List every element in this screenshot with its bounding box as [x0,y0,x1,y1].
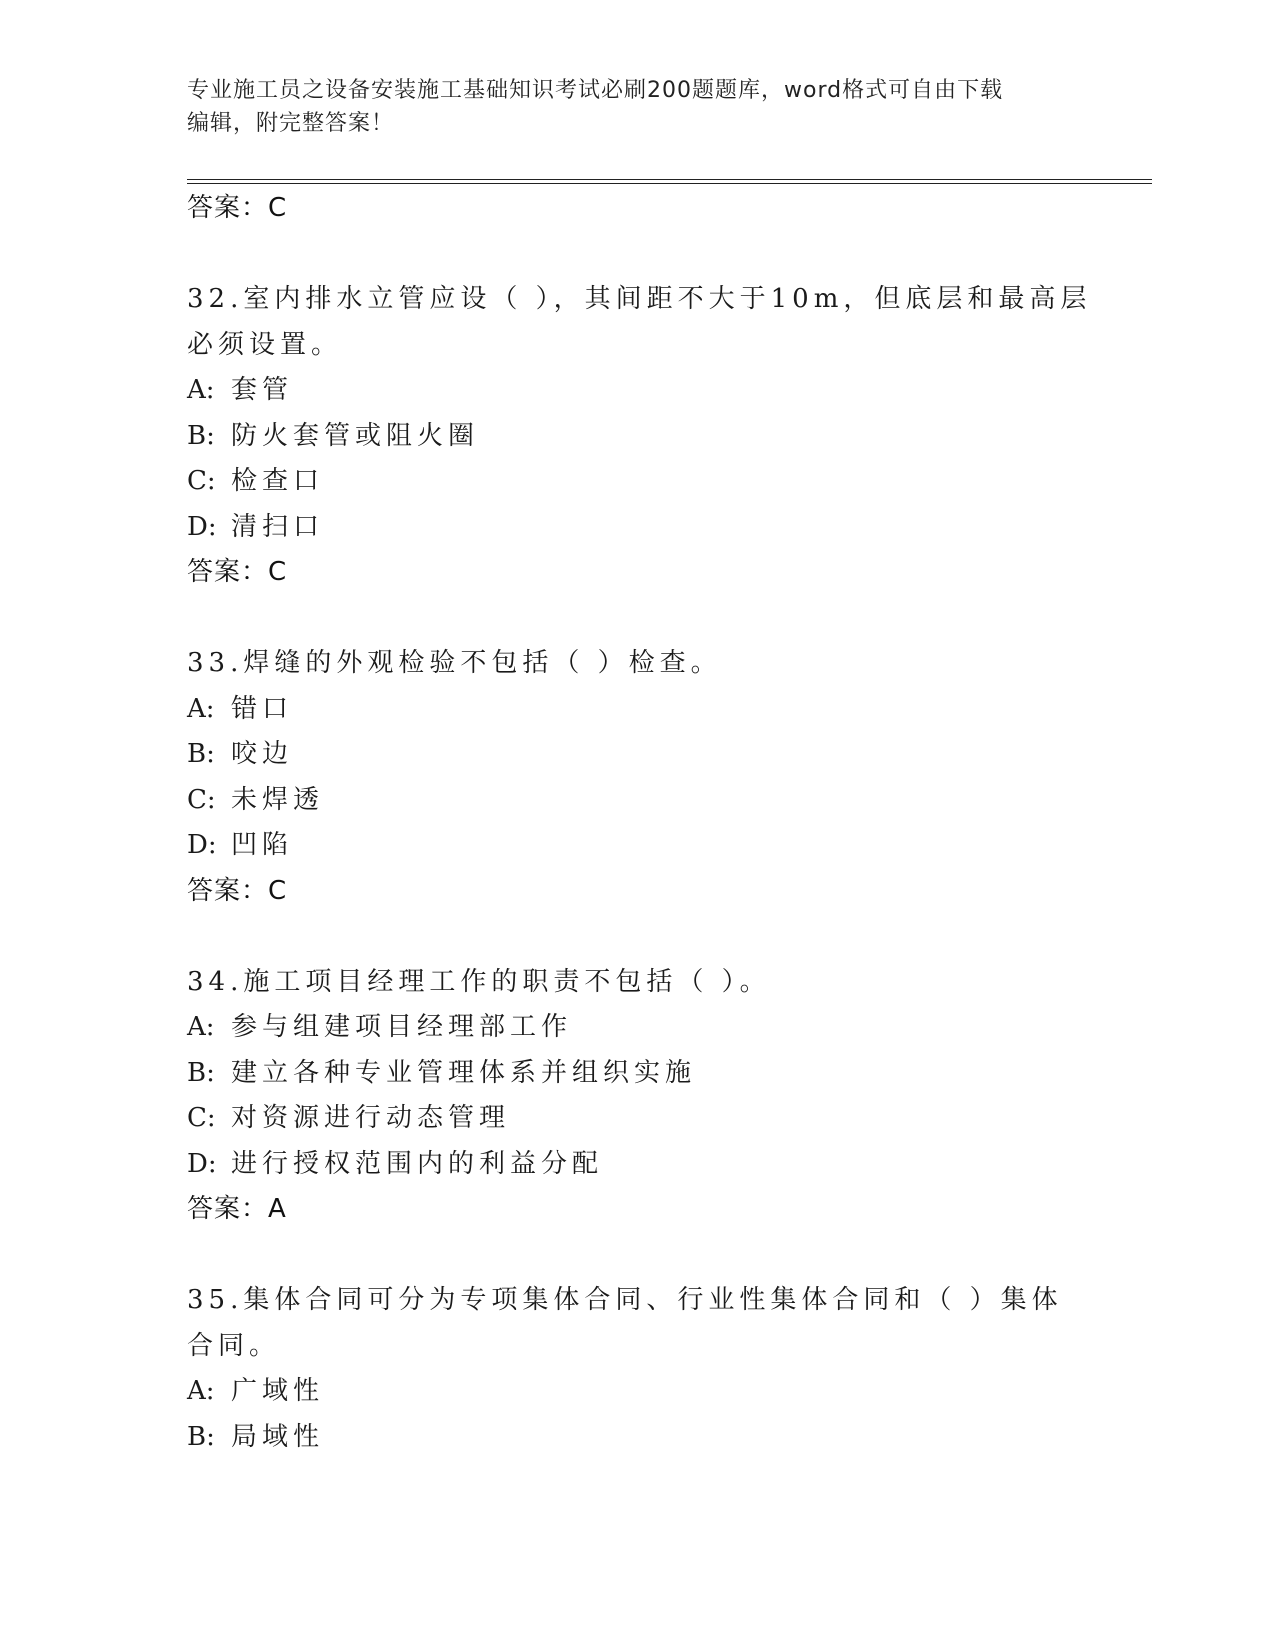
option-a [187,368,1152,414]
option-text: 咬边 [231,739,294,769]
option-text: 错口 [231,693,294,724]
option-text: 参与组建项目经理部工作 [231,1012,573,1042]
option-d [187,823,1152,869]
option-b [187,414,1152,460]
option-key: D: [187,830,217,860]
option-key: D: [187,511,217,542]
question-text: 33.焊缝的外观检验不包括（ ）检查。 [187,648,722,678]
question-text: 32.室内排水立管应设（ ），其间距不大于10m，但底层和最高层必须设置。 [187,284,1092,360]
option-key: C: [187,1103,216,1133]
header-rule-top [187,179,1152,180]
option-key: D: [187,1148,217,1179]
option-a [187,687,1152,733]
option-c [187,1096,1152,1142]
option-key: A: [187,375,215,405]
question-32 [187,277,1152,595]
option-key: C: [187,466,216,496]
option-key: B: [187,420,215,451]
question-text: 34.施工项目经理工作的职责不包括（ ）。 [187,966,771,997]
option-d [187,505,1152,551]
option-text: 广域性 [231,1376,325,1406]
answer-label: 答案：C [187,875,288,906]
document-body [187,186,1152,1460]
option-text: 清扫口 [231,511,325,542]
option-c [187,778,1152,824]
option-text: 对资源进行动态管理 [231,1103,511,1133]
option-b [187,732,1152,778]
question-33 [187,641,1152,914]
option-key: A: [187,1376,215,1406]
option-a [187,1369,1152,1415]
option-text: 建立各种专业管理体系并组织实施 [231,1057,697,1088]
option-text: 未焊透 [231,784,325,815]
header-rule-bottom [187,183,1152,184]
question-34 [187,960,1152,1233]
option-text: 进行授权范围内的利益分配 [231,1148,604,1179]
question-text: 35.集体合同可分为专项集体合同、行业性集体合同和（ ）集体合同。 [187,1285,1063,1361]
option-key: B: [187,1057,215,1088]
header-line-1: 专业施工员之设备安装施工基础知识考试必刷200题题库，word格式可自由下载 [187,78,1004,103]
option-key: B: [187,1421,215,1452]
answer-label: 答案：C [187,193,288,223]
header-line-2: 编辑，附完整答案！ [187,111,395,136]
answer-label: 答案：A [187,1194,287,1224]
option-key: B: [187,739,215,769]
option-a [187,1005,1152,1051]
option-key: A: [187,693,215,724]
option-d [187,1142,1152,1188]
option-text: 防火套管或阻火圈 [231,420,480,451]
option-text: 检查口 [231,466,325,496]
option-b [187,1051,1152,1097]
document-header [187,74,1087,140]
option-text: 局域性 [231,1421,325,1452]
option-text: 套管 [231,375,294,405]
option-b [187,1415,1152,1461]
option-text: 凹陷 [231,830,294,860]
option-key: A: [187,1012,215,1042]
question-35 [187,1278,1152,1460]
option-key: C: [187,784,216,815]
option-c [187,459,1152,505]
answer-label: 答案：C [187,557,288,587]
